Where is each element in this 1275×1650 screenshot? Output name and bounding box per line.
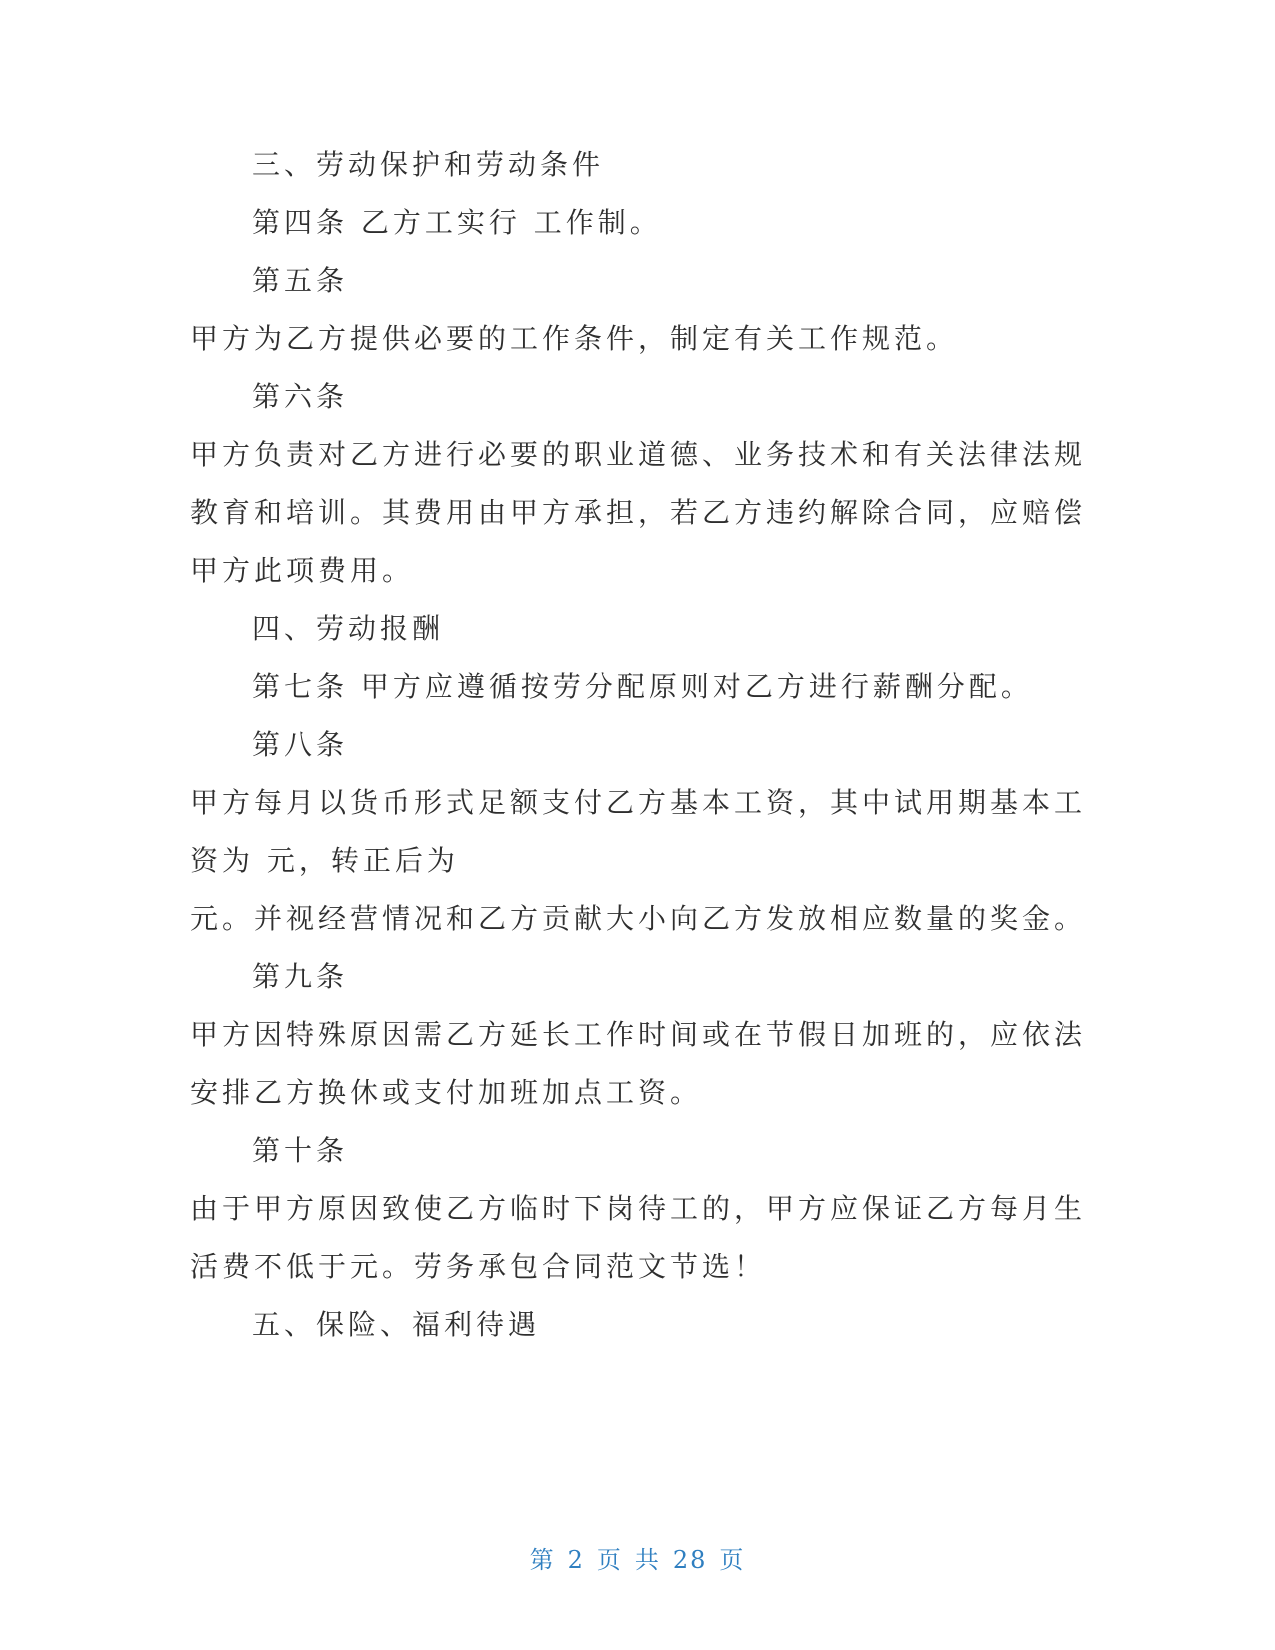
section-heading-remuneration: 四、劳动报酬 <box>252 612 445 645</box>
article-7: 第七条 甲方应遵循按劳分配原则对乙方进行薪酬分配。 <box>252 670 1033 703</box>
article-6-body-line-2: 教育和培训。其费用由甲方承担，若乙方违约解除合同，应赔偿 <box>190 496 1087 529</box>
article-10-body-line-2: 活费不低于元。劳务承包合同范文节选！ <box>190 1250 767 1283</box>
footer-prefix: 第 <box>529 1546 556 1574</box>
article-6-body-line-1: 甲方负责对乙方进行必要的职业道德、业务技术和有关法律法规 <box>190 438 1087 471</box>
article-8-body-line-2: 资为 元，转正后为 <box>190 844 459 877</box>
footer-current-page: 2 <box>567 1546 585 1574</box>
article-8-body-line-1: 甲方每月以货币形式足额支付乙方基本工资，其中试用期基本工 <box>190 786 1087 819</box>
section-heading-labor-protection: 三、劳动保护和劳动条件 <box>252 148 605 181</box>
article-10-title: 第十条 <box>252 1134 349 1167</box>
article-5-title: 第五条 <box>252 264 349 297</box>
article-6-body-line-3: 甲方此项费用。 <box>190 554 415 587</box>
article-9-body-line-2: 安排乙方换休或支付加班加点工资。 <box>190 1076 703 1109</box>
article-10-body-line-1: 由于甲方原因致使乙方临时下岗待工的，甲方应保证乙方每月生 <box>190 1192 1087 1225</box>
article-8-title: 第八条 <box>252 728 349 761</box>
article-6-title: 第六条 <box>252 380 349 413</box>
article-4: 第四条 乙方工实行 工作制。 <box>252 206 662 239</box>
article-9-body-line-1: 甲方因特殊原因需乙方延长工作时间或在节假日加班的，应依法 <box>190 1018 1087 1051</box>
footer-total-label: 页 <box>719 1546 746 1574</box>
footer-total-prefix: 共 <box>634 1546 661 1574</box>
article-8-body-line-3: 元。并视经营情况和乙方贡献大小向乙方发放相应数量的奖金。 <box>190 902 1087 935</box>
article-5-body: 甲方为乙方提供必要的工作条件，制定有关工作规范。 <box>190 322 959 355</box>
page-number-footer <box>0 1540 1275 1575</box>
article-9-title: 第九条 <box>252 960 349 993</box>
footer-total-pages: 28 <box>672 1546 708 1574</box>
footer-page-label: 页 <box>596 1546 623 1574</box>
section-heading-insurance: 五、保险、福利待遇 <box>252 1308 541 1341</box>
